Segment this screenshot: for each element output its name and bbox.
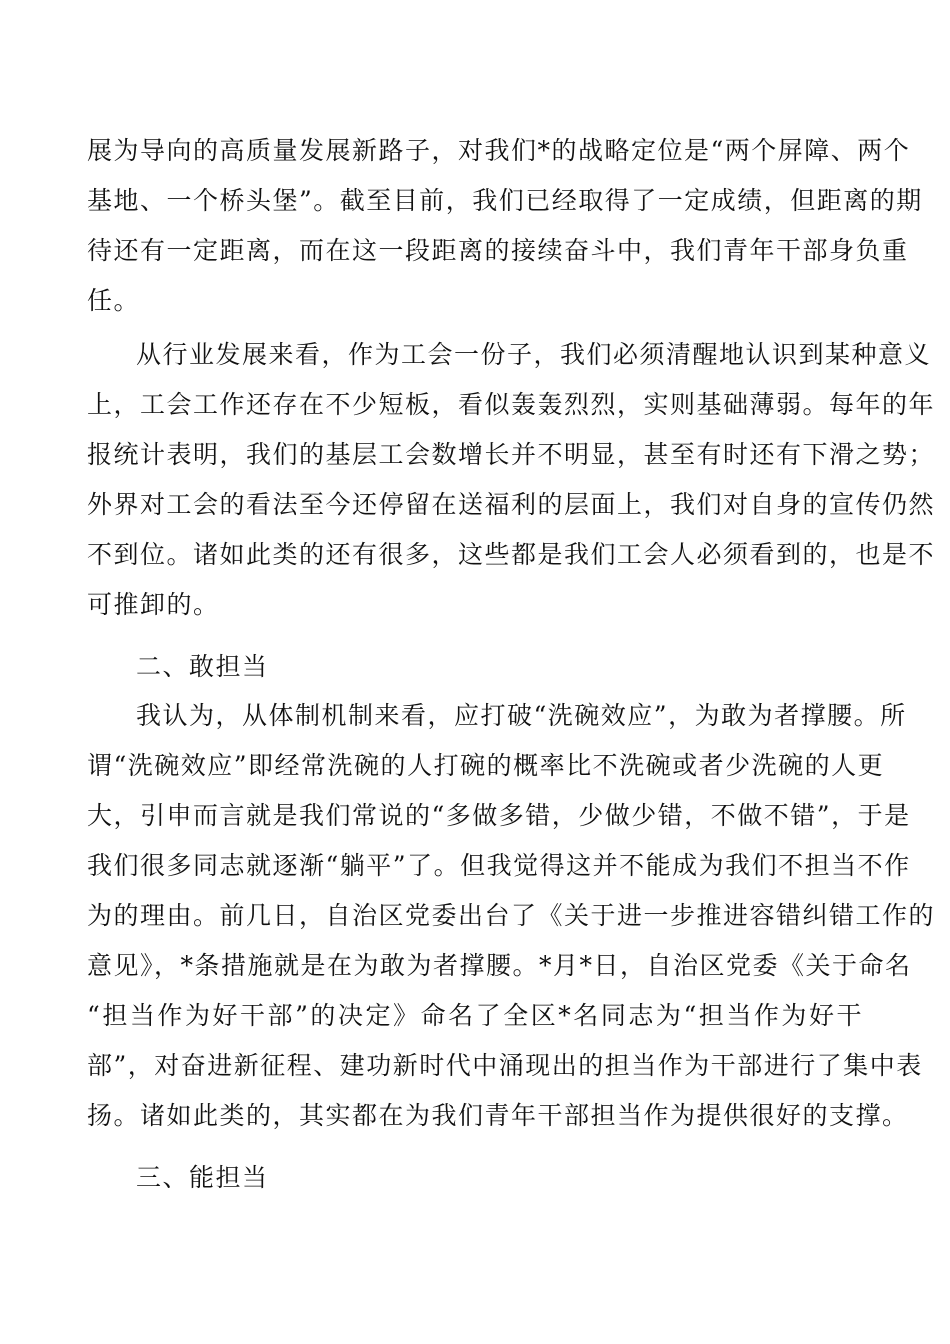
paragraph-line: 展为导向的高质量发展新路子，对我们*的战略定位是“两个屏障、两个 [87, 136, 911, 165]
section-heading: 三、能担当 [136, 1163, 269, 1192]
paragraph-line: 为的理由。前几日，自治区党委出台了《关于进一步推进容错纠错工作的 [87, 901, 936, 930]
paragraph-line: 谓“洗碗效应”即经常洗碗的人打碗的概率比不洗碗或者少洗碗的人更 [87, 751, 885, 780]
paragraph-line: 任。 [87, 286, 141, 315]
paragraph-line: 扬。诸如此类的，其实都在为我们青年干部担当作为提供很好的支撑。 [87, 1101, 909, 1130]
paragraph-line: “担当作为好干部”的决定》命名了全区*名同志为“担当作为好干 [87, 1001, 863, 1030]
paragraph-line: 待还有一定距离，而在这一段距离的接续奋斗中，我们青年干部身负重 [87, 236, 909, 265]
paragraph-line: 部”，对奋进新征程、建功新时代中涌现出的担当作为干部进行了集中表 [87, 1051, 923, 1080]
section-heading: 二、敢担当 [136, 652, 269, 681]
paragraph-line: 不到位。诸如此类的还有很多，这些都是我们工会人必须看到的，也是不 [87, 540, 936, 569]
paragraph-line: 我认为，从体制机制来看，应打破“洗碗效应”，为敢为者撑腰。所 [136, 701, 907, 730]
paragraph-line: 外界对工会的看法至今还停留在送福利的层面上，我们对自身的宣传仍然 [87, 490, 936, 519]
paragraph-line: 上，工会工作还存在不少短板，看似轰轰烈烈，实则基础薄弱。每年的年 [87, 390, 936, 419]
paragraph-line: 可推卸的。 [87, 590, 220, 619]
paragraph-line: 意见》，*条措施就是在为敢为者撑腰。*月*日，自治区党委《关于命名 [87, 951, 912, 980]
paragraph-line: 我们很多同志就逐渐“躺平”了。但我觉得这并不能成为我们不担当不作 [87, 851, 911, 880]
paragraph-line: 报统计表明，我们的基层工会数增长并不明显，甚至有时还有下滑之势； [87, 440, 936, 469]
paragraph-line: 基地、一个桥头堡”。截至目前，我们已经取得了一定成绩，但距离的期 [87, 186, 923, 215]
paragraph-line: 从行业发展来看，作为工会一份子，我们必须清醒地认识到某种意义 [136, 340, 932, 369]
paragraph-line: 大，引申而言就是我们常说的“多做多错，少做少错，不做不错”，于是 [87, 801, 911, 830]
